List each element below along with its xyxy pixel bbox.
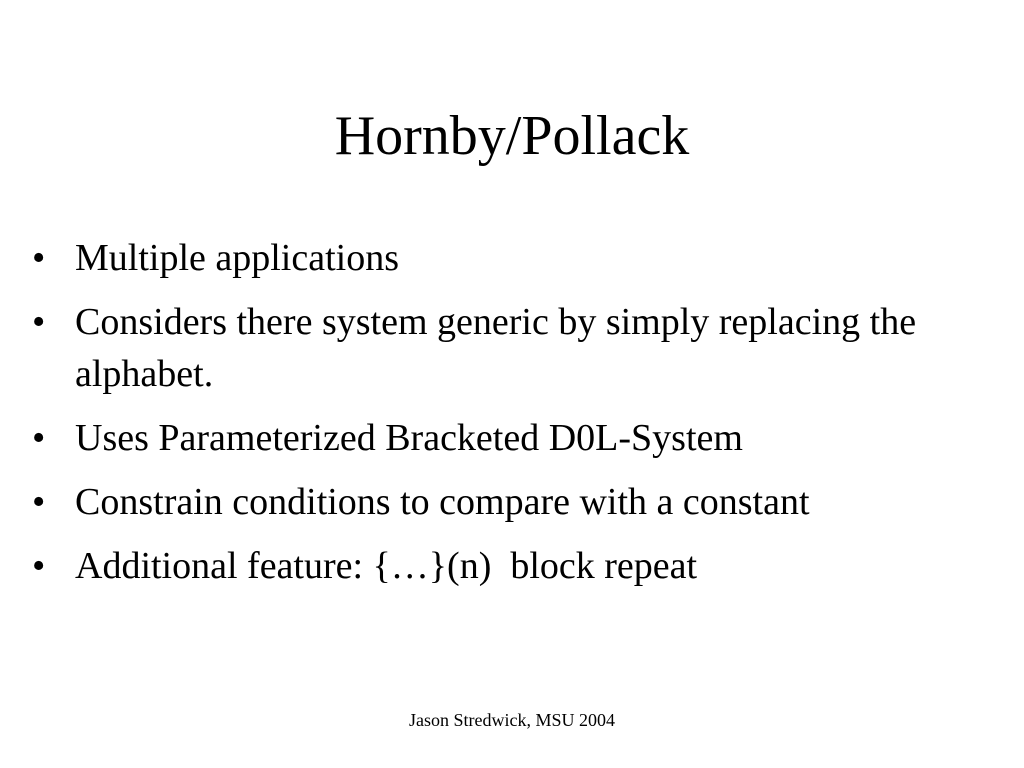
bullet-item: [32, 296, 992, 400]
bullet-item: [32, 476, 992, 528]
bullet-text: Uses Parameterized Bracketed D0L-System: [75, 417, 743, 459]
slide-footer: Jason Stredwick, MSU 2004: [409, 710, 615, 730]
bullet-marker: •: [32, 417, 46, 459]
bullet-text: Additional feature: {…}(n) block repeat: [75, 545, 698, 587]
bullet-marker: •: [32, 545, 46, 587]
bullet-list: [32, 232, 992, 604]
bullet-marker: •: [32, 301, 46, 343]
bullet-item: [32, 540, 992, 592]
bullet-item: [32, 232, 992, 284]
bullet-marker: •: [32, 481, 46, 523]
bullet-text: Constrain conditions to compare with a constant: [75, 481, 810, 523]
bullet-text: Considers there system generic by simply replacing the alphabet.: [75, 301, 917, 395]
slide-title: Hornby/Pollack: [334, 105, 690, 167]
bullet-item: [32, 412, 992, 464]
bullet-marker: •: [32, 237, 46, 279]
bullet-text: Multiple applications: [75, 237, 400, 279]
